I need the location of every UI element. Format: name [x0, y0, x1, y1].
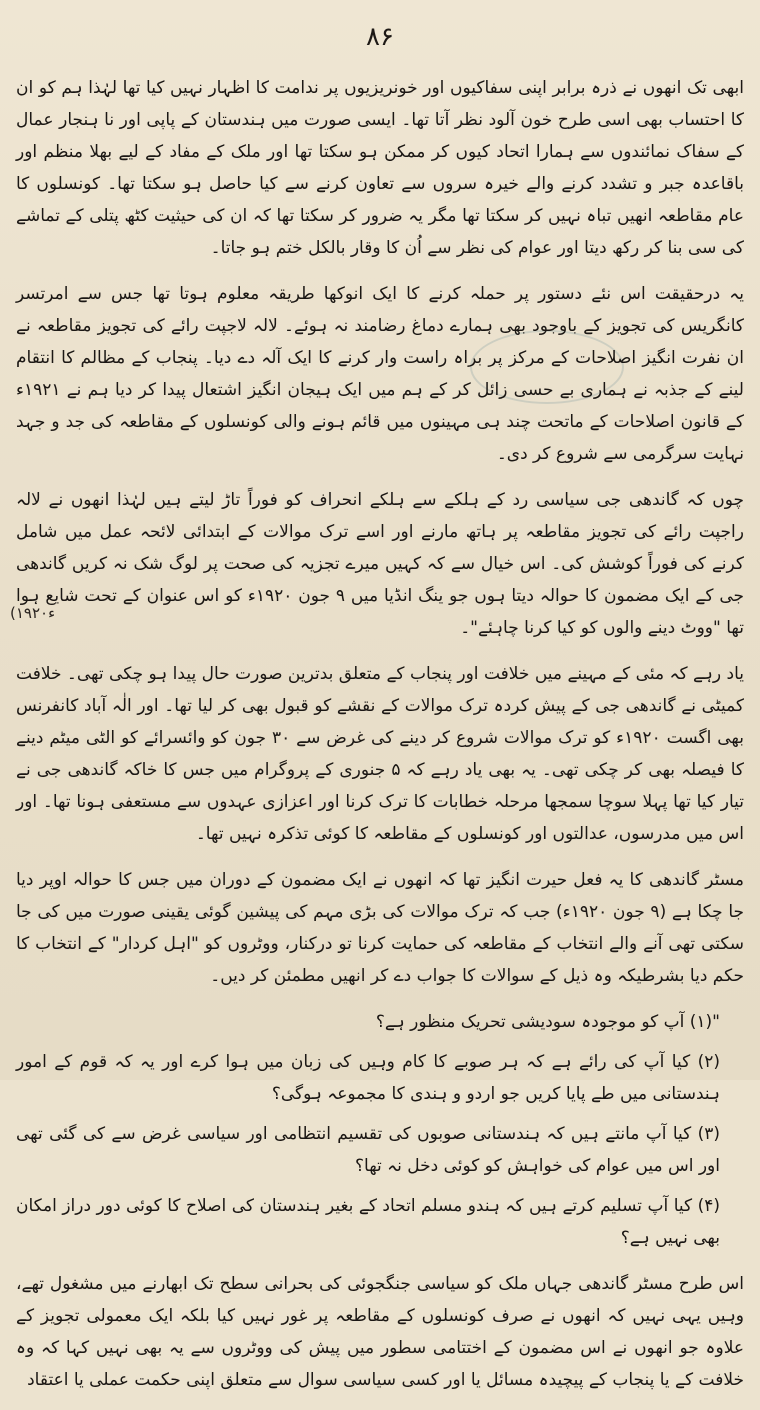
paragraph-2: یہ درحقیقت اس نئے دستور پر حملہ کرنے کا ایک انوکھا طریقہ معلوم ہوتا تھا جس سے امرتسر کانگریس کی تجویز کے باوجود بھی ہمارے دماغ رضامند نہ ہوئے۔ لالہ لاجپت رائے کی تجویز مقاطعہ نے ان نفرت انگیز اصلاحات کے مرکز پر براہ راست وار کرنے کا ایک آلہ دے دیا۔ پنجاب کے مظالم کا انتقام لینے کے جذبہ نے ہماری بے حسی زائل کر کے ہم میں ایک ہیجان انگیز اشتعال پیدا کر دیا ہم نے ۱۹۲۱ء کے قانون اصلاحات کے ماتحت چند ہی مہینوں میں قائم ہونے والی کونسلوں کے مقاطعہ کی جد و جہد نہایت سرگرمی سے شروع کر دی۔: [16, 284, 744, 464]
question-list: [16, 1006, 744, 1254]
paragraph-5: مسٹر گاندھی کا یہ فعل حیرت انگیز تھا کہ انھوں نے ایک مضمون کے دوران میں جس کا حوالہ اوپر دیا جا چکا ہے (۹ جون ۱۹۲۰ء) جب کہ ترک موالات کی بڑی مہم کی پیشین گوئی یقینی صورت میں کی جا سکتی تھی آنے والے انتخاب کے مقاطعہ کی حمایت کرنا تو درکنار، ووٹروں کو "اہل کردار" کے انتخاب کا حکم دیا بشرطیکہ وہ ذیل کے سوالات کا جواب دے کر انھیں مطمئن کر دیں۔: [16, 870, 745, 986]
paragraph-4: یاد رہے کہ مئی کے مہینے میں خلافت اور پنجاب کے متعلق بدترین صورت حال پیدا ہو چکی تھی۔ خلافت کمیٹی نے گاندھی جی کے پیش کردہ ترک موالات کے نقشے کو قبول بھی کر لیا تھا۔ اور الٰہ آباد کانفرنس بھی اگست ۱۹۲۰ء کو ترک موالات شروع کر دینے کی غرض سے ۳۰ جون کو وائسرائے کو الٹی میٹم دینے کا فیصلہ بھی کر چکی تھی۔ یہ بھی یاد رہے کہ ۵ جنوری کے پروگرام میں جس کا خاکہ گاندھی جی نے تیار کیا تھا پہلا سوچا سمجھا مرحلہ خطابات کا ترک کرنا اور اعزازی عہدوں سے مستعفی ہونا تھا۔ اور اس میں مدرسوں، عدالتوں اور کونسلوں کے مقاطعہ کا کوئی تذکرہ نہیں تھا۔: [16, 664, 744, 844]
question-1: "(۱) آپ کو موجودہ سودیشی تحریک منظور ہے؟: [375, 1012, 720, 1032]
question-3: (۳) کیا آپ مانتے ہیں کہ ہندستانی صوبوں کی تقسیم انتظامی اور سیاسی غرض سے کی گئی تھی اور اس میں عوام کی خواہش کو کوئی دخل نہ تھا؟: [16, 1124, 720, 1176]
margin-date-note: (۱۹۲۰ء: [10, 604, 56, 622]
question-4: (۴) کیا آپ تسلیم کرتے ہیں کہ ہندو مسلم اتحاد کے بغیر ہندستان کی اصلاح کا کوئی دور دراز امکان بھی نہیں ہے؟: [16, 1196, 720, 1248]
page-body: [16, 72, 744, 1410]
question-2: (۲) کیا آپ کی رائے ہے کہ ہر صوبے کا کام وہیں کی زبان میں ہوا کرے اور یہ کہ قوم کے امور ہندستانی میں طے پایا کریں جو اردو و ہندی کا مجموعہ ہوگی؟: [16, 1052, 720, 1104]
page-number: ۸۶: [366, 22, 394, 52]
paragraph-3: چوں کہ گاندھی جی سیاسی رد کے ہلکے سے ہلکے انحراف کو فوراً تاڑ لیتے ہیں لہٰذا انھوں نے لالہ راجپت رائے کی تجویز مقاطعہ پر ہاتھ مارنے اور اسے ترک موالات کے ابتدائی لائحہ عمل میں شامل کرنے کی فوراً کوشش کی۔ اس خیال سے کہ کہیں میرے تجزیہ کی صحت پر لوگ شک نہ کریں گاندھی جی کے ایک مضمون کا حوالہ دیتا ہوں جو ینگ انڈیا میں ۹ جون ۱۹۲۰ء کو اس عنوان کے تحت شایع ہوا تھا "ووٹ دینے والوں کو کیا کرنا چاہئے"۔: [16, 490, 744, 638]
closing-paragraph: اس طرح مسٹر گاندھی جہاں ملک کو سیاسی جنگجوئی کی بحرانی سطح تک ابھارنے میں مشغول تھے، وہیں یہی نہیں کہ انھوں نے صرف کونسلوں کے مقاطعہ پر غور نہیں کیا بلکہ ایک معمولی تجویز کے علاوہ جو انھوں نے اس مضمون کے اختتامی سطور میں پیش کی ووٹروں سے یہ بھی نہیں کہا کہ وہ خلافت کے یا پنجاب کے پیچیدہ مسائل یا اور کسی سیاسی سوال سے متعلق اپنی حکمت عملی یا اعتقاد: [16, 1274, 744, 1390]
paragraph-1: ابھی تک انھوں نے ذرہ برابر اپنی سفاکیوں اور خونریزیوں پر ندامت کا اظہار نہیں کیا تھا لہٰذا ہم کو ان کا احتساب بھی اسی طرح خون آلود نظر آتا تھا۔ ایسی صورت میں ہندستان کے پاپی اور نا ہنجار عمال کے سفاک نمائندوں سے ہمارا اتحاد کیوں کر ممکن ہو سکتا تھا اور ملک کے مفاد کے لیے بھلا منظم اور باقاعدہ جبر و تشدد کرنے والے خیرہ سروں سے تعاون کرنے سے کیا حاصل ہو سکتا تھا۔ کونسلوں کا عام مقاطعہ انھیں تباہ نہیں کر سکتا تھا مگر یہ ضرور کر سکتا تھا کہ ان کی حیثیت کٹھ پتلی کے تماشے کی سی بنا کر رکھ دیتا اور عوام کی نظر سے اُن کا وقار بالکل ختم ہو جاتا۔: [16, 78, 744, 258]
